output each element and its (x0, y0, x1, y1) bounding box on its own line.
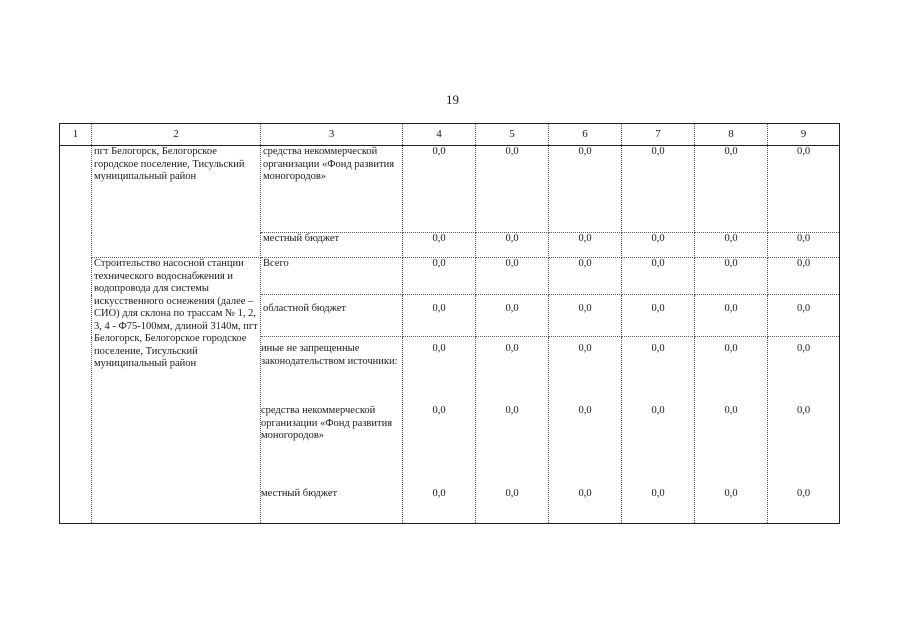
value-cell: 0,0 (622, 258, 695, 295)
header-cell: 4 (403, 124, 476, 146)
table-row (60, 146, 840, 233)
header-cell: 9 (768, 124, 840, 146)
value-cell: 0,0 (796, 405, 811, 416)
value-cell: 0,0 (695, 233, 768, 258)
value-cell: 0,0 (549, 233, 622, 258)
value-stack (476, 337, 549, 524)
value-cell: 0,0 (622, 295, 695, 337)
value-cell: 0,0 (476, 146, 549, 233)
value-cell: 0,0 (403, 258, 476, 295)
value-cell: 0,0 (724, 343, 738, 354)
funding-source: местный бюджет (261, 488, 338, 499)
value-cell: 0,0 (622, 146, 695, 233)
value-cell: 0,0 (796, 343, 811, 354)
funding-source: средства некоммерческой организации «Фонд развития моногородов» (261, 405, 393, 441)
header-cell: 3 (261, 124, 403, 146)
value-cell: 0,0 (403, 295, 476, 337)
value-cell: 0,0 (549, 146, 622, 233)
value-cell: 0,0 (505, 343, 519, 354)
value-cell: 0,0 (505, 488, 519, 499)
value-cell: 0,0 (651, 405, 665, 416)
funding-source: средства некоммерческой организации «Фонд развития моногородов» (261, 146, 403, 233)
header-cell: 2 (92, 124, 261, 146)
header-cell: 5 (476, 124, 549, 146)
value-cell: 0,0 (768, 258, 840, 295)
value-stack (549, 337, 622, 524)
value-cell: 0,0 (695, 295, 768, 337)
value-cell: 0,0 (476, 295, 549, 337)
value-cell: 0,0 (651, 343, 665, 354)
value-cell: 0,0 (768, 295, 840, 337)
value-cell: 0,0 (403, 233, 476, 258)
value-cell: 0,0 (622, 233, 695, 258)
funding-source: иные не запрещенные законодательством источники: (261, 343, 398, 367)
value-cell: 0,0 (651, 488, 665, 499)
value-stack (403, 337, 476, 524)
funding-source: Всего (261, 258, 403, 295)
value-cell: 0,0 (432, 488, 446, 499)
header-cell: 8 (695, 124, 768, 146)
funding-source-group (261, 337, 403, 524)
value-cell: 0,0 (476, 233, 549, 258)
funding-source: областной бюджет (261, 295, 403, 337)
value-cell: 0,0 (768, 233, 840, 258)
index-cell (60, 146, 92, 524)
object-description: Строительство насосной станции технического водоснабжения и водопровода для системы искусственного оснежения (далее – СИО) для склона по трассам № 1, 2, 3, 4 - Ф75-100мм, длиной 3140м, пгт Белогорск, Белогорское городское поселение, Тисульский муниципальный район (92, 258, 261, 524)
table-row (60, 258, 840, 295)
value-cell: 0,0 (432, 343, 446, 354)
page-number: 19 (446, 92, 459, 107)
value-cell: 0,0 (724, 488, 738, 499)
header-cell: 7 (622, 124, 695, 146)
value-cell: 0,0 (403, 146, 476, 233)
value-cell: 0,0 (796, 488, 811, 499)
value-cell: 0,0 (578, 488, 592, 499)
value-stack (622, 337, 695, 524)
value-cell: 0,0 (768, 146, 840, 233)
value-cell: 0,0 (724, 405, 738, 416)
value-cell: 0,0 (578, 405, 592, 416)
header-row (60, 124, 840, 146)
value-cell: 0,0 (505, 405, 519, 416)
value-cell: 0,0 (695, 146, 768, 233)
header-cell: 6 (549, 124, 622, 146)
value-stack (695, 337, 768, 524)
value-cell: 0,0 (549, 258, 622, 295)
header-cell: 1 (60, 124, 92, 146)
value-cell: 0,0 (695, 258, 768, 295)
value-cell: 0,0 (432, 405, 446, 416)
value-cell: 0,0 (549, 295, 622, 337)
value-stack (768, 337, 840, 524)
budget-table (59, 123, 840, 524)
value-cell: 0,0 (578, 343, 592, 354)
value-cell: 0,0 (476, 258, 549, 295)
object-description: пгт Белогорск, Белогорское городское поселение, Тисульский муниципальный район (92, 146, 261, 258)
funding-source: местный бюджет (261, 233, 403, 258)
